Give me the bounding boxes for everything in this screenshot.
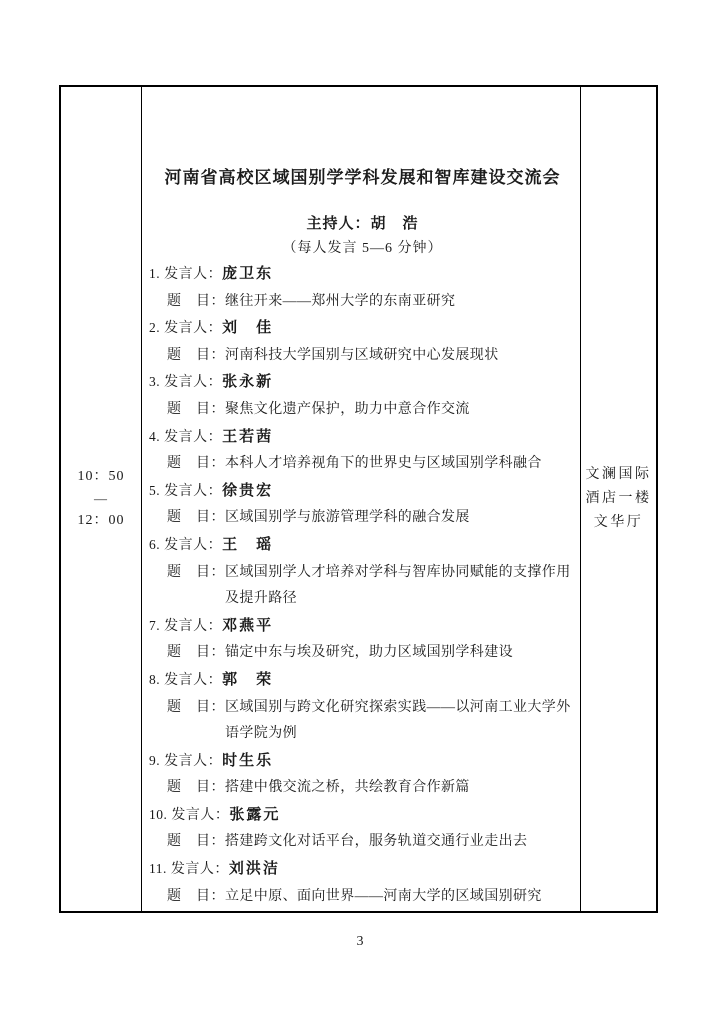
speaker-line [149, 478, 576, 506]
topic-line [167, 640, 576, 667]
agenda-item [149, 478, 576, 532]
item-number: 8. [149, 671, 161, 687]
topic-label: 题 目： [167, 888, 225, 904]
session-title: 河南省高校区域国别学学科发展和智库建设交流会 [164, 168, 561, 187]
topic-line [167, 884, 576, 911]
topic-label: 题 目： [167, 564, 225, 580]
speaker-label: 发言人： [164, 321, 223, 337]
topic-line [167, 505, 576, 532]
agenda-item [149, 369, 576, 423]
moderator-line [149, 211, 576, 237]
speaker-label: 发言人： [164, 753, 223, 769]
session-note: （每人发言 5—6 分钟） [282, 241, 443, 256]
moderator-name: 胡 浩 [370, 215, 419, 232]
agenda-item [149, 856, 576, 910]
topic-text: 聚焦文化遗产保护，助力中意合作交流 [225, 401, 470, 417]
topic-line [167, 560, 576, 613]
topic-label: 题 目： [167, 834, 225, 850]
topic-text: 立足中原、面向世界——河南大学的区域国别研究 [225, 888, 542, 904]
item-number: 2. [149, 320, 161, 336]
speaker-name: 王若茜 [222, 427, 274, 445]
speaker-line [149, 802, 576, 830]
location-line: 文华厅 [593, 515, 644, 530]
topic-text: 区域国别学与旅游管理学科的融合发展 [225, 510, 470, 526]
item-number: 6. [149, 536, 161, 552]
topic-line [167, 829, 576, 856]
topic-label: 题 目： [167, 293, 225, 309]
topic-line [167, 397, 576, 424]
speaker-label: 发言人： [164, 375, 223, 391]
speaker-line [149, 667, 576, 695]
agenda-item [149, 667, 576, 748]
agenda-item [149, 315, 576, 369]
speaker-name: 郭 荣 [222, 670, 274, 688]
speaker-label: 发言人： [164, 618, 223, 634]
topic-line [167, 775, 576, 802]
topic-label: 题 目： [167, 645, 225, 661]
topic-line [167, 289, 576, 316]
item-number: 9. [149, 752, 161, 768]
topic-text: 本科人才培养视角下的世界史与区域国别学科融合 [225, 456, 542, 472]
speaker-line [149, 856, 576, 884]
topic-line [167, 451, 576, 478]
speaker-name: 刘洪洁 [228, 860, 280, 878]
speaker-label: 发言人： [164, 429, 223, 445]
topic-text: 区域国别学人才培养对学科与智库协同赋能的支撑作用及提升路径 [225, 564, 571, 607]
speaker-name: 王 瑶 [222, 535, 274, 553]
speaker-name: 张露元 [229, 805, 281, 823]
topic-text: 锚定中东与埃及研究，助力区域国别学科建设 [225, 645, 513, 661]
topic-label: 题 目： [167, 456, 225, 472]
topic-label: 题 目： [167, 699, 225, 715]
speaker-name: 时生乐 [222, 751, 274, 769]
speaker-line [149, 613, 576, 641]
speaker-label: 发言人： [170, 862, 229, 878]
speaker-label: 发言人： [164, 537, 223, 553]
topic-label: 题 目： [167, 347, 225, 363]
speaker-line [149, 532, 576, 560]
topic-label: 题 目： [167, 780, 225, 796]
item-number: 7. [149, 617, 161, 633]
speaker-line [149, 748, 576, 776]
topic-label: 题 目： [167, 510, 225, 526]
speaker-name: 刘 佳 [222, 319, 274, 337]
topic-text: 河南科技大学国别与区域研究中心发展现状 [225, 347, 499, 363]
topic-text: 搭建跨文化对话平台，服务轨道交通行业走出去 [225, 834, 528, 850]
speaker-line [149, 424, 576, 452]
item-number: 5. [149, 482, 161, 498]
item-number: 11. [149, 861, 167, 877]
topic-text: 区域国别与跨文化研究探索实践——以河南工业大学外语学院为例 [225, 699, 571, 742]
speaker-name: 张永新 [222, 373, 274, 391]
speaker-line [149, 315, 576, 343]
topic-text: 搭建中俄交流之桥，共绘教育合作新篇 [225, 780, 470, 796]
speaker-label: 发言人： [164, 672, 223, 688]
agenda-item [149, 748, 576, 802]
time-separator: — [94, 491, 108, 506]
schedule-table [59, 85, 658, 913]
time-end: 12：00 [77, 513, 125, 528]
item-number: 1. [149, 266, 161, 281]
agenda-item [149, 532, 576, 613]
agenda-items [149, 261, 576, 910]
speaker-name: 徐贵宏 [222, 481, 274, 499]
topic-text: 继往开来——郑州大学的东南亚研究 [225, 293, 456, 309]
moderator-label: 主持人： [306, 215, 371, 232]
speaker-label: 发言人： [171, 807, 230, 823]
speaker-line [149, 261, 576, 289]
session-cell [142, 87, 580, 911]
speaker-name: 庞卫东 [222, 265, 274, 282]
location-line: 酒店一楼 [585, 491, 652, 506]
location-cell [580, 87, 656, 911]
location-line: 文澜国际 [585, 467, 652, 482]
item-number: 4. [149, 428, 161, 444]
page-number: 3 [356, 934, 364, 949]
agenda-item [149, 613, 576, 667]
item-number: 10. [149, 806, 168, 822]
time-cell [61, 87, 142, 911]
speaker-label: 发言人： [164, 267, 223, 282]
agenda-item [149, 802, 576, 856]
speaker-line [149, 369, 576, 397]
speaker-label: 发言人： [164, 483, 223, 499]
agenda-item [149, 261, 576, 315]
item-number: 3. [149, 374, 161, 390]
agenda-item [149, 424, 576, 478]
topic-line [167, 343, 576, 370]
topic-label: 题 目： [167, 401, 225, 417]
time-start: 10：50 [77, 469, 125, 484]
topic-line [167, 695, 576, 748]
speaker-name: 邓燕平 [222, 616, 274, 634]
